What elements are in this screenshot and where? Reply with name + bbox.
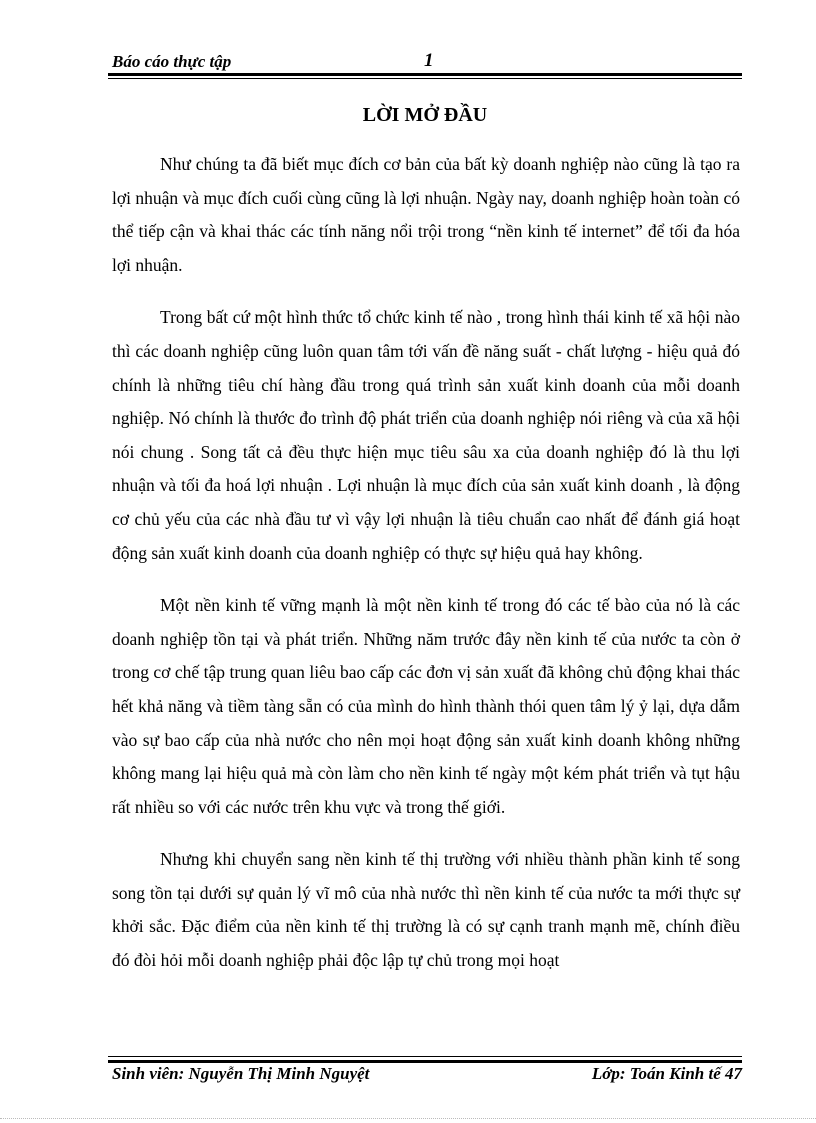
paragraph: Một nền kinh tế vững mạnh là một nền kinh tế trong đó các tế bào của nó là các doanh nghiệp tồn tại và phát triển. Những năm trước đây nền kinh tế của nước ta còn ở trong cơ chế tập trung quan liêu bao cấp các đơn vị sản xuất đã không chủ động khai thác hết khả năng và tiềm tàng sẵn có của mình do hình thành thói quen tâm lý ỷ lại, dựa dẫm vào sự bao cấp của nhà nước cho nên mọi hoạt động sản xuất kinh doanh không những không mang lại hiệu quả mà còn làm cho nền kinh tế ngày một kém phát triển và tụt hậu rất nhiều so với các nước trên khu vực và trong thế giới. xyxy=(112,595,740,817)
header-divider xyxy=(108,73,742,76)
header-report-title: Báo cáo thực tập xyxy=(112,52,232,71)
paragraph: Trong bất cứ một hình thức tổ chức kinh tế nào , trong hình thái kinh tế xã hội nào thì các doanh nghiệp cũng luôn quan tâm tới vấn đề năng suất - chất lượng - hiệu quả đó chính là những tiêu chí hàng đầu trong quá trình sản xuất kinh doanh của mỗi doanh nghiệp. Nó chính là thước đo trình độ phát triển của doanh nghiệp nói riêng và của xã hội nói chung . Song tất cả đều thực hiện mục tiêu sâu xa của doanh nghiệp đó là thu lợi nhuận và tối đa hoá lợi nhuận . Lợi nhuận là mục đích của sản xuất kinh doanh , là động cơ chủ yếu của các nhà đầu tư vì vậy lợi nhuận là tiêu chuẩn cao nhất để đánh giá hoạt động sản xuất kinh doanh của doanh nghiệp có thực sự hiệu quả hay không. xyxy=(112,307,740,563)
paragraph: Như chúng ta đã biết mục đích cơ bản của bất kỳ doanh nghiệp nào cũng là tạo ra lợi nhuận và mục đích cuối cùng cũng là lợi nhuận. Ngày nay, doanh nghiệp hoàn toàn có thể tiếp cận và khai thác các tính năng nổi trội trong “nền kinh tế internet” để tối đa hóa lợi nhuận. xyxy=(112,154,740,275)
page-edge-divider xyxy=(0,1118,816,1119)
footer-divider-thin xyxy=(108,1056,742,1057)
header-divider-thin xyxy=(108,78,742,79)
page-number: 1 xyxy=(424,50,434,71)
footer-divider xyxy=(108,1060,742,1063)
paragraph: Nhưng khi chuyển sang nền kinh tế thị trường với nhiều thành phần kinh tế song song tồn tại dưới sự quản lý vĩ mô của nhà nước thì nền kinh tế của nước ta mới thực sự khởi sắc. Đặc điểm của nền kinh tế thị trường là có sự cạnh tranh mạnh mẽ, chính điều đó đòi hỏi mỗi doanh nghiệp phải độc lập tự chủ trong mọi hoạt xyxy=(112,849,740,971)
footer-class: Lớp: Toán Kinh tế 47 xyxy=(591,1064,742,1083)
body-text xyxy=(112,148,740,997)
footer-student-name: Sinh viên: Nguyễn Thị Minh Nguyệt xyxy=(112,1064,370,1083)
page-title: LỜI MỞ ĐẦU xyxy=(362,104,488,126)
page-header xyxy=(108,48,742,76)
